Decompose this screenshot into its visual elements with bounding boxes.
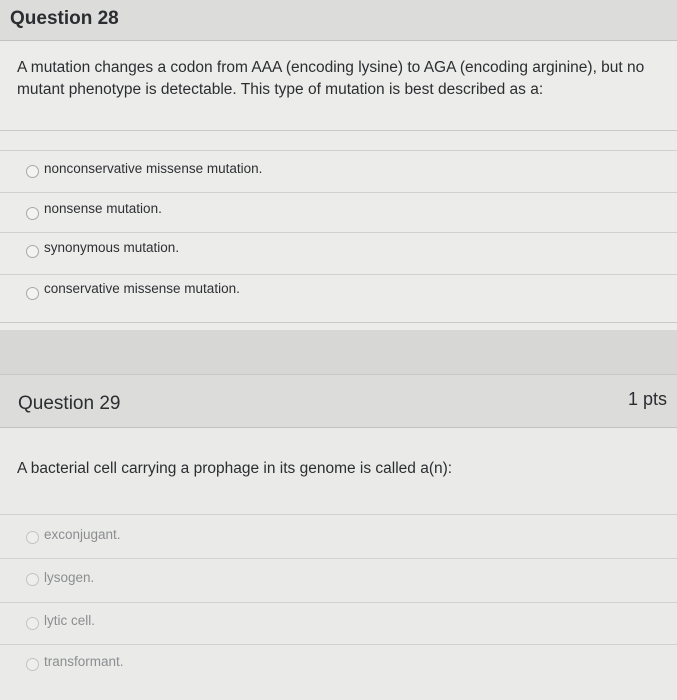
answer-label: transformant. — [44, 654, 124, 669]
answer-option[interactable] — [0, 558, 677, 599]
question-28-card — [0, 0, 677, 330]
radio-button[interactable] — [26, 165, 39, 178]
radio-button[interactable] — [26, 658, 39, 671]
radio-button[interactable] — [26, 617, 39, 630]
question-29-title: Question 29 — [18, 393, 121, 414]
answer-label: nonsense mutation. — [44, 201, 162, 216]
divider — [0, 130, 677, 131]
answer-option[interactable] — [0, 274, 677, 315]
question-28-text: A mutation changes a codon from AAA (encoding lysine) to AGA (encoding arginine), but no mutant phenotype is detectable. This type of mutation is best described as a: — [17, 59, 645, 98]
answer-label: lysogen. — [44, 570, 95, 585]
answer-label: nonconservative missense mutation. — [44, 161, 263, 176]
answer-option[interactable] — [0, 644, 677, 685]
question-points: 1 pts — [627, 389, 667, 409]
radio-button[interactable] — [26, 531, 39, 544]
question-29-text: A bacterial cell carrying a prophage in its genome is called a(n): — [17, 460, 453, 477]
radio-button[interactable] — [26, 573, 39, 586]
answer-option[interactable] — [0, 514, 677, 555]
question-28-header — [0, 0, 677, 41]
divider — [0, 322, 677, 323]
answer-option[interactable] — [0, 232, 677, 273]
answer-option[interactable] — [0, 150, 677, 191]
question-28-title: Question 28 — [10, 8, 119, 29]
radio-button[interactable] — [26, 245, 39, 258]
radio-button[interactable] — [26, 207, 39, 220]
radio-button[interactable] — [26, 287, 39, 300]
answer-option[interactable] — [0, 192, 677, 233]
answer-label: exconjugant. — [44, 527, 121, 542]
question-29-card — [0, 374, 677, 700]
question-29-header — [0, 374, 677, 428]
answer-label: lytic cell. — [44, 613, 96, 628]
answer-option[interactable] — [0, 602, 677, 643]
question-gap — [0, 330, 677, 374]
answer-label: synonymous mutation. — [44, 240, 180, 255]
answer-label: conservative missense mutation. — [44, 281, 240, 296]
